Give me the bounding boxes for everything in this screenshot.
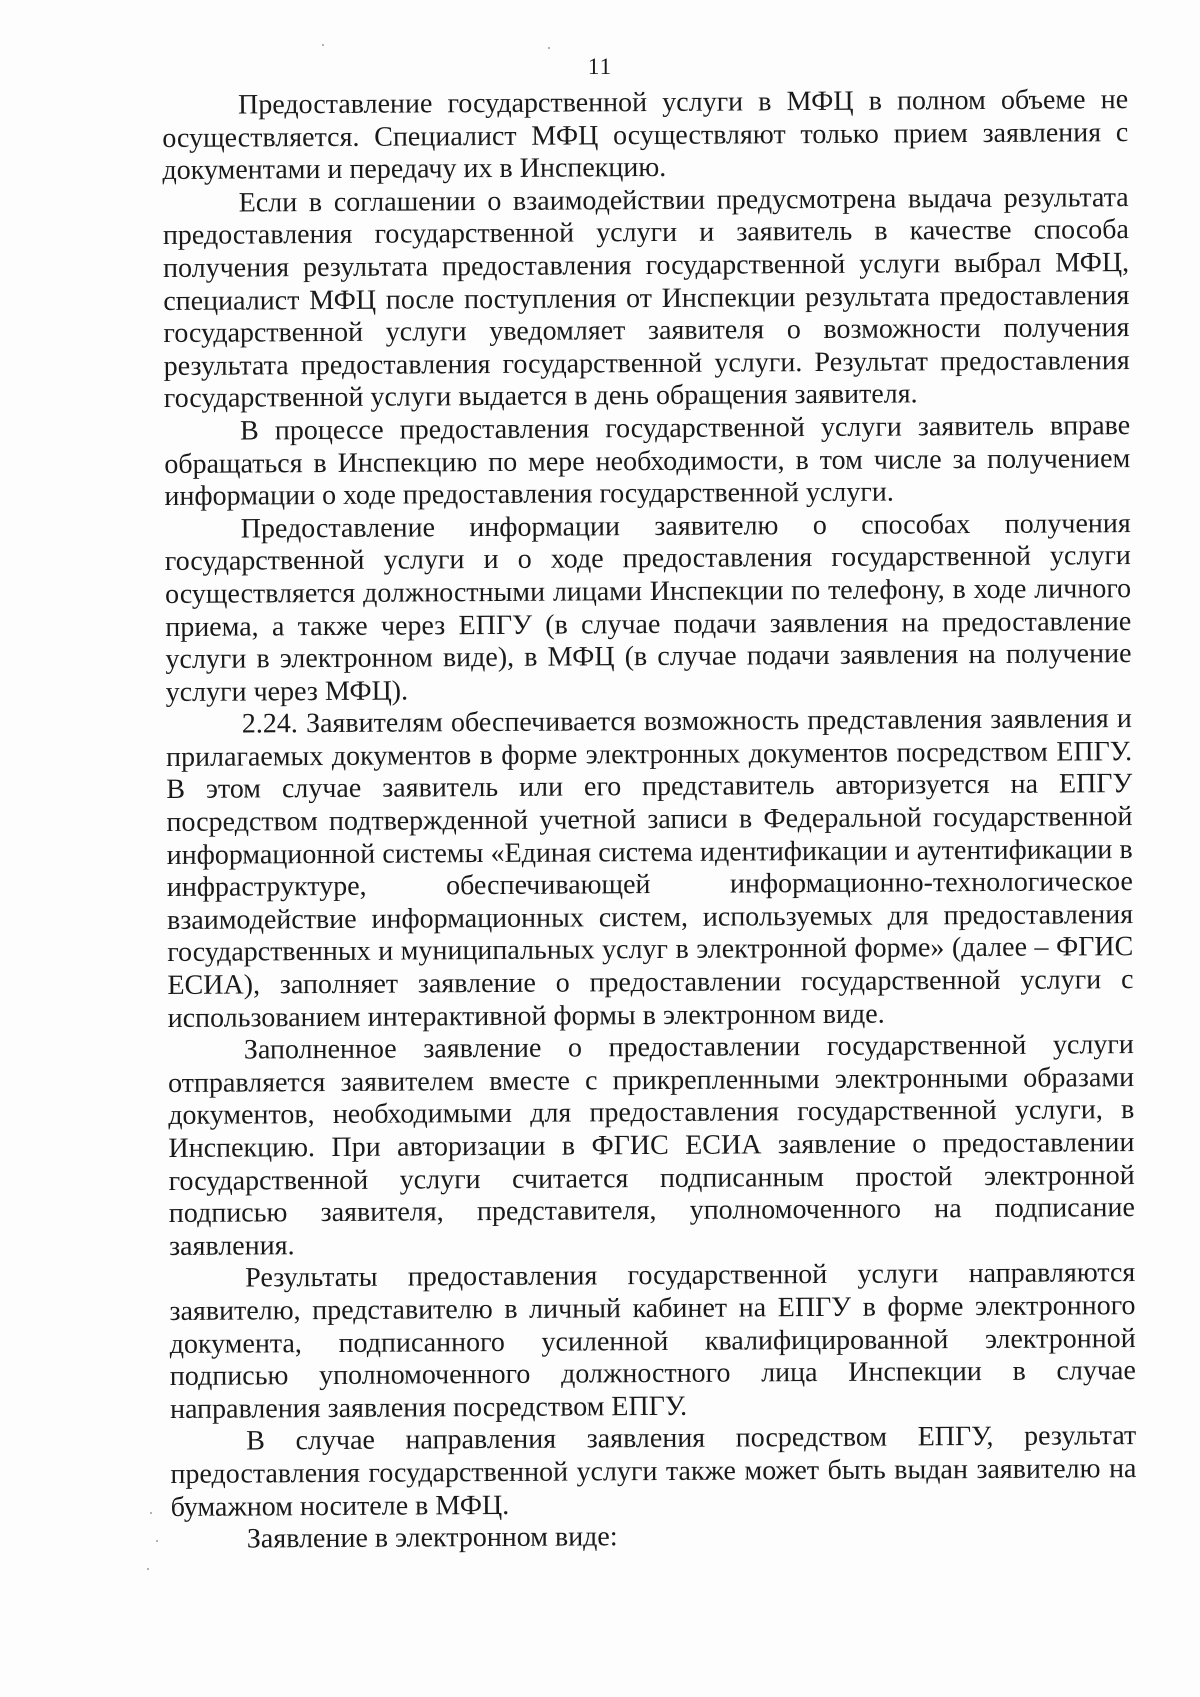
paragraph-results-epgu: Результаты предоставления государственной услуги направляются заявителю, представителю в личный кабинет на ЕПГУ в форме электронного документа, подписанного усиленной квалифицированной электронной подписью уполномоченного должностного лица Инспекции в случае направления заявления посредством ЕПГУ.	[169, 1257, 1136, 1425]
paragraph-electronic-application: Заявление в электронном виде:	[246, 1521, 618, 1555]
scan-speck	[322, 44, 324, 46]
paragraph-paper-result: В случае направления заявления посредством ЕПГУ, результат предоставления государственной услуги также может быть выдан заявителю на бумажном носителе в МФЦ.	[170, 1420, 1137, 1523]
scan-speck	[548, 47, 550, 49]
paragraph-applicant-inquiry: В процессе предоставления государственной услуги заявитель вправе обращаться в Инспекцию по мере необходимости, в том числе за получением информации о ходе предоставления государственной услуги.	[164, 410, 1131, 513]
scan-speck	[150, 1512, 152, 1514]
paragraph-section-2-24: 2.24. Заявителям обеспечивается возможность представления заявления и прилагаемых документов в форме электронных документов посредством ЕПГУ. В этом случае заявитель или его представитель авторизуется на ЕПГУ посредством подтвержденной учетной записи в Федеральной государственной информационной системы «Единая система идентификации и аутентификации в инфраструктуре, обеспечивающей информационно-технологическое взаимодействие информационных систем, используемых для предоставления государственных и муниципальных услуг в электронной форме» (далее – ФГИС ЕСИА), заполняет заявление о предоставлении государственной услуги с использованием интерактивной формы в электронном виде.	[165, 703, 1134, 1034]
paragraph-filled-application: Заполненное заявление о предоставлении государственной услуги отправляется заявителем вместе с прикрепленными электронными образами документов, необходимыми для предоставления государственной услуги, в Инспекцию. При авторизации в ФГИС ЕСИА заявление о предоставлении государственной услуги считается подписанным простой электронной подписью заявителя, представителя, уполномоченного на подписание заявления.	[167, 1029, 1135, 1262]
paragraph-result-delivery: Если в соглашении о взаимодействии предусмотрена выдача результата предоставления государственной услуги и заявитель в качестве способа получения результата предоставления государственной услуги выбрал МФЦ, специалист МФЦ после поступления от Инспекции результата предоставления государственной услуги уведомляет заявителя о возможности получения результата предоставления государственной услуги. Результат предоставления государственной услуги выдается в день обращения заявителя.	[162, 181, 1130, 415]
document-body	[162, 84, 1137, 1557]
paragraph-information-channels: Предоставление информации заявителю о способах получения государственной услуги и о ходе предоставления государственной услуги осуществляется должностными лицами Инспекции по телефону, в ходе личного приема, а также через ЕПГУ (в случае подачи заявления на предоставление услуги в электронном виде), в МФЦ (в случае подачи заявления на получение услуги через МФЦ).	[164, 507, 1132, 708]
scan-speck	[147, 1568, 149, 1570]
page-number: 11	[587, 54, 613, 79]
paragraph-mfc-service: Предоставление государственной услуги в МФЦ в полном объеме не осуществляется. Специалист МФЦ осуществляют только прием заявления с документами и передачу их в Инспекцию.	[162, 84, 1129, 187]
scan-speck	[156, 1540, 158, 1542]
